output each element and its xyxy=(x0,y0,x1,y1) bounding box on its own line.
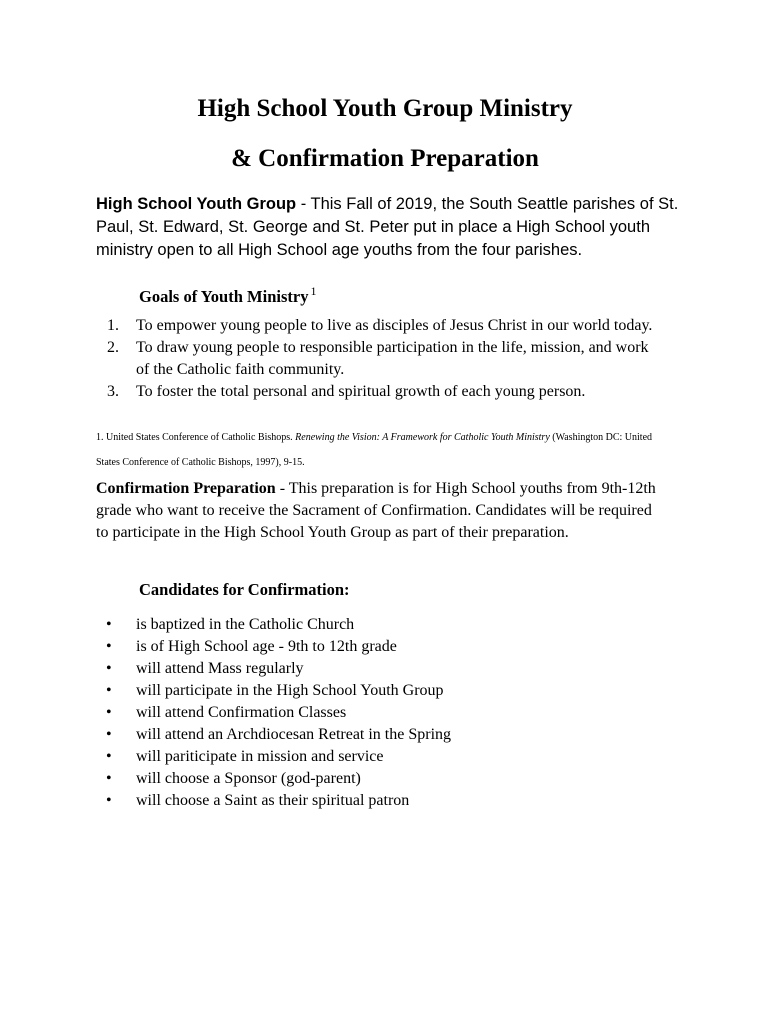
list-item xyxy=(96,724,656,746)
list-item xyxy=(96,636,656,658)
list-item-text: will choose a Saint as their spiritual patron xyxy=(136,792,410,809)
list-number: 2. xyxy=(107,339,119,356)
candidates-heading: Candidates for Confirmation: xyxy=(139,580,350,599)
list-item xyxy=(96,790,656,812)
title-line-2: & Confirmation Preparation xyxy=(231,145,539,172)
goals-heading xyxy=(139,280,316,308)
list-item xyxy=(96,381,656,403)
list-item-text: will participate in the High School Youth Group xyxy=(136,682,444,699)
bullet: • xyxy=(106,682,112,699)
intro-text: - This Fall of 2019, the South Seattle parishes of St. Paul, St. Edward, St. George and St. Peter put in place a High School youth ministry open to all High School age youths from the four parishes. xyxy=(96,195,679,259)
list-item-text: will attend Confirmation Classes xyxy=(136,704,347,721)
list-item-text: To empower young people to live as disciples of Jesus Christ in our world today. xyxy=(136,317,653,334)
list-item-text: will choose a Sponsor (god-parent) xyxy=(136,770,361,787)
list-number: 1. xyxy=(107,317,119,334)
footnote-mark: 1 xyxy=(310,284,317,298)
list-item-text: To draw young people to responsible participation in the life, mission, and work of the Catholic faith community. xyxy=(136,339,649,378)
bullet: • xyxy=(106,792,112,809)
footnote-prefix: 1. United States Conference of Catholic Bishops. xyxy=(96,432,296,443)
footnote-title: Renewing the Vision: A Framework for Catholic Youth Ministry xyxy=(295,432,550,443)
list-item xyxy=(96,746,656,768)
bullet: • xyxy=(106,704,112,721)
bullet: • xyxy=(106,770,112,787)
bullet: • xyxy=(106,638,112,655)
goals-list xyxy=(96,315,656,403)
list-item-text: To foster the total personal and spiritual growth of each young person. xyxy=(136,383,586,400)
footnote xyxy=(96,425,676,475)
list-item-text: is of High School age - 9th to 12th grade xyxy=(136,638,397,655)
goals-heading-text: Goals of Youth Ministry xyxy=(139,287,309,306)
list-item-text: is baptized in the Catholic Church xyxy=(136,616,355,633)
list-item xyxy=(96,315,656,337)
bullet: • xyxy=(106,660,112,677)
confirmation-paragraph xyxy=(96,478,656,544)
title-line-1: High School Youth Group Ministry xyxy=(197,95,573,122)
list-item-text: will pariticipate in mission and service xyxy=(136,748,384,765)
footnote-suffix: (Washington DC: United States Conference of Catholic Bishops, 1997), 9-15. xyxy=(96,432,653,468)
list-number: 3. xyxy=(107,383,119,400)
bullet: • xyxy=(106,616,112,633)
intro-lead: High School Youth Group xyxy=(96,195,297,213)
list-item xyxy=(96,680,656,702)
confirmation-lead: Confirmation Preparation xyxy=(96,480,276,497)
confirmation-text: - This preparation is for High School youths from 9th-12th grade who want to receive the Sacrament of Confirmation. Candidates will be required to participate in the High School Youth Group as part of their preparation. xyxy=(96,480,656,541)
list-item xyxy=(96,768,656,790)
list-item xyxy=(96,614,656,636)
list-item xyxy=(96,337,656,381)
candidates-list xyxy=(96,614,656,812)
list-item xyxy=(96,658,656,680)
intro-paragraph xyxy=(96,193,696,262)
list-item xyxy=(96,702,656,724)
list-item-text: will attend Mass regularly xyxy=(136,660,304,677)
bullet: • xyxy=(106,726,112,743)
bullet: • xyxy=(106,748,112,765)
list-item-text: will attend an Archdiocesan Retreat in the Spring xyxy=(136,726,452,743)
